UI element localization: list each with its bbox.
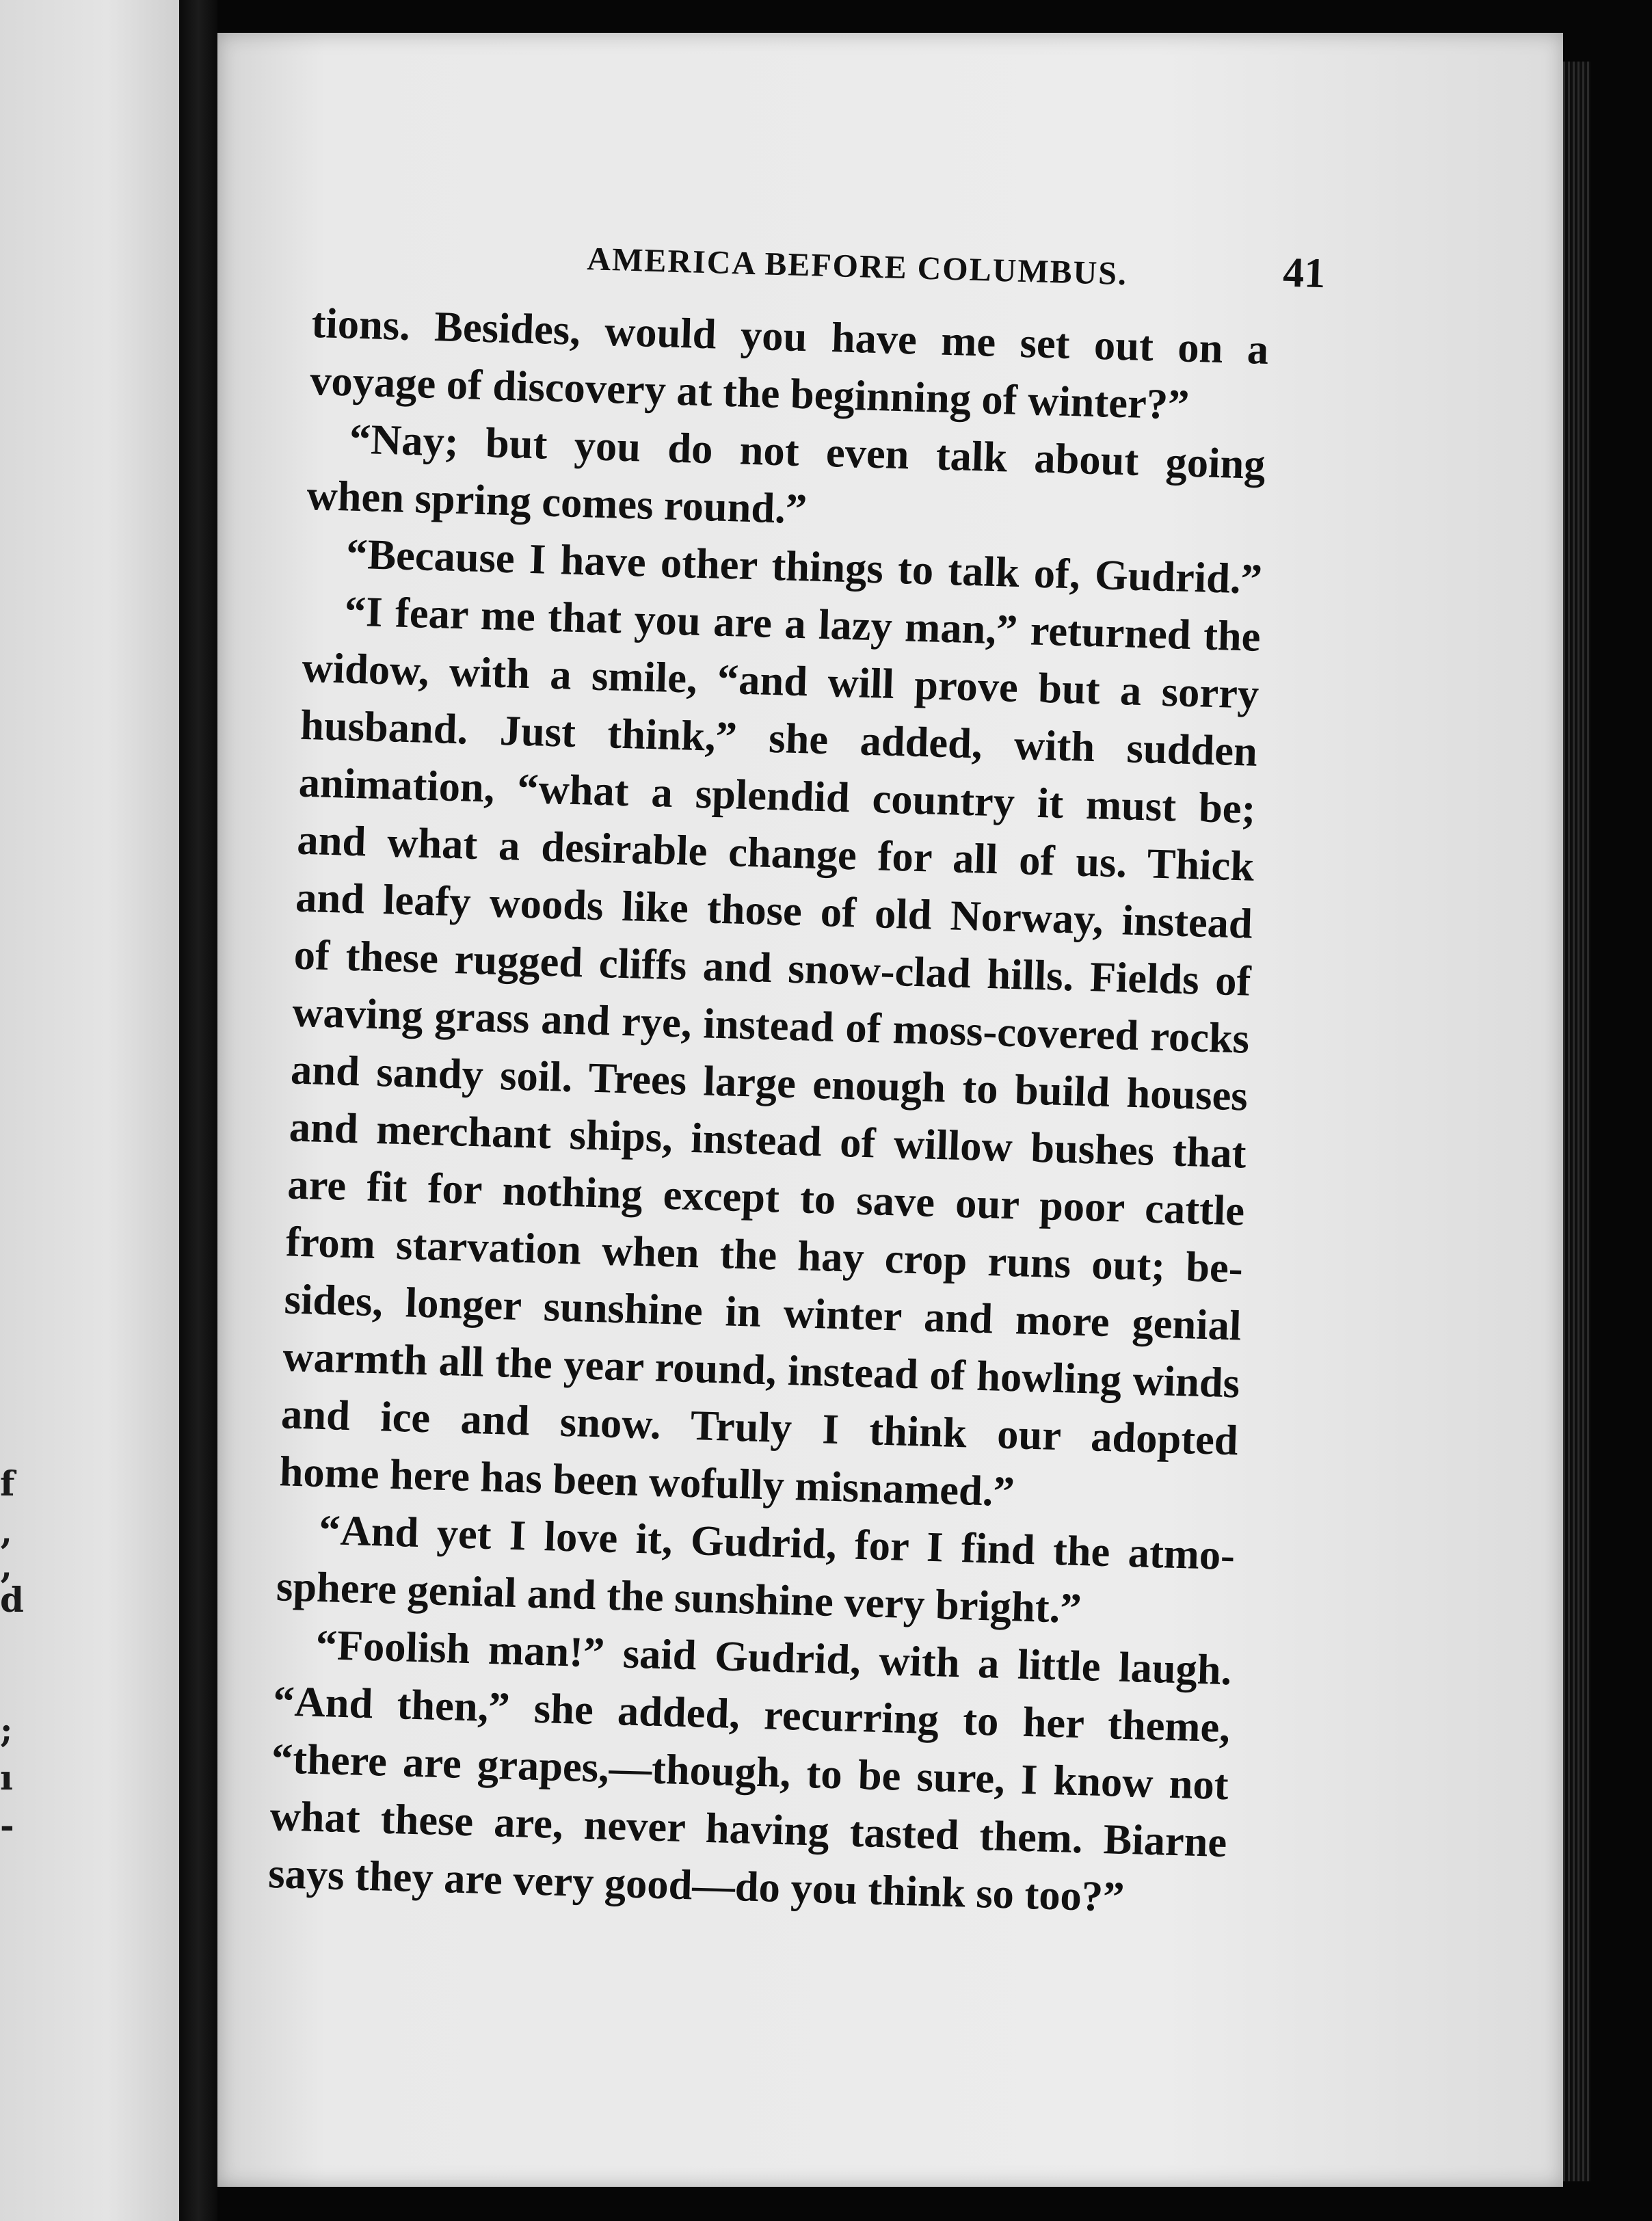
text-line: and merchant ships, instead of willow bushes that <box>288 1102 1247 1178</box>
text-line: what these are, never having tasted them. Biarne <box>269 1792 1228 1867</box>
running-head-title: AMERICA BEFORE COLUMBUS. <box>586 241 1128 293</box>
book-gutter <box>179 0 217 2221</box>
text-line: “And yet I love it, Gudrid, for I find the atmo- <box>318 1505 1236 1580</box>
text-line: from starvation when the hay crop runs out; be- <box>285 1217 1244 1292</box>
previous-page-edge <box>0 0 179 2221</box>
edge-mark: , <box>0 1545 12 1586</box>
text-line: “Foolish man!” said Gudrid, with a little laugh. <box>315 1620 1233 1694</box>
body-text <box>267 294 1324 1930</box>
text-line: and what a desirable change for all of us. Thick <box>296 815 1255 890</box>
text-line: widow, with a smile, “and will prove but a sorry <box>301 643 1260 718</box>
text-line: voyage of discovery at the beginning of winter?” <box>309 356 1190 429</box>
text-line: sphere genial and the sunshine very bright.” <box>276 1562 1082 1633</box>
text-line: “Because I have other things to talk of, Gudrid.” <box>345 529 1263 603</box>
edge-mark: f <box>0 1463 15 1504</box>
page-number: 41 <box>1282 249 1327 297</box>
text-line: and ice and snow. Truly I think our adopted <box>280 1389 1239 1465</box>
edge-mark: ı <box>0 1757 13 1798</box>
edge-mark: , <box>0 1511 12 1552</box>
text-line: “there are grapes,—though, to be sure, I know not <box>271 1734 1229 1809</box>
text-line: “Nay; but you do not even talk about going <box>349 414 1266 488</box>
text-line: waving grass and rye, instead of moss-covered rocks <box>291 987 1251 1063</box>
text-line: husband. Just think,” she added, with sudden <box>299 700 1258 775</box>
text-line: “And then,” she added, recurring to her theme, <box>272 1677 1231 1752</box>
text-line: and sandy soil. Trees large enough to build houses <box>290 1045 1249 1120</box>
text-line: animation, “what a splendid country it must be; <box>298 758 1257 833</box>
text-line: are fit for nothing except to save our poor cattle <box>287 1160 1246 1235</box>
page-text-block <box>267 219 1326 1930</box>
text-line: warmth all the year round, instead of howling winds <box>282 1332 1240 1407</box>
edge-mark: - <box>0 1805 14 1846</box>
text-line: when spring comes round.” <box>306 470 808 533</box>
edge-mark: ; <box>0 1710 13 1750</box>
page-block-edges <box>1563 62 1590 2181</box>
text-line: says they are very good—do you think so too?” <box>267 1849 1125 1921</box>
text-line: tions. Besides, would you have me set out on a <box>310 298 1270 374</box>
text-line: sides, longer sunshine in winter and more genial <box>283 1275 1242 1350</box>
text-line: and leafy woods like those of old Norway, instead <box>295 873 1253 948</box>
text-line: home here has been wofully misnamed.” <box>278 1447 1015 1516</box>
text-line: “I fear me that you are a lazy man,” returned the <box>344 587 1262 661</box>
edge-mark: d <box>0 1580 24 1620</box>
text-line: of these rugged cliffs and snow-clad hills. Fields of <box>293 930 1252 1005</box>
